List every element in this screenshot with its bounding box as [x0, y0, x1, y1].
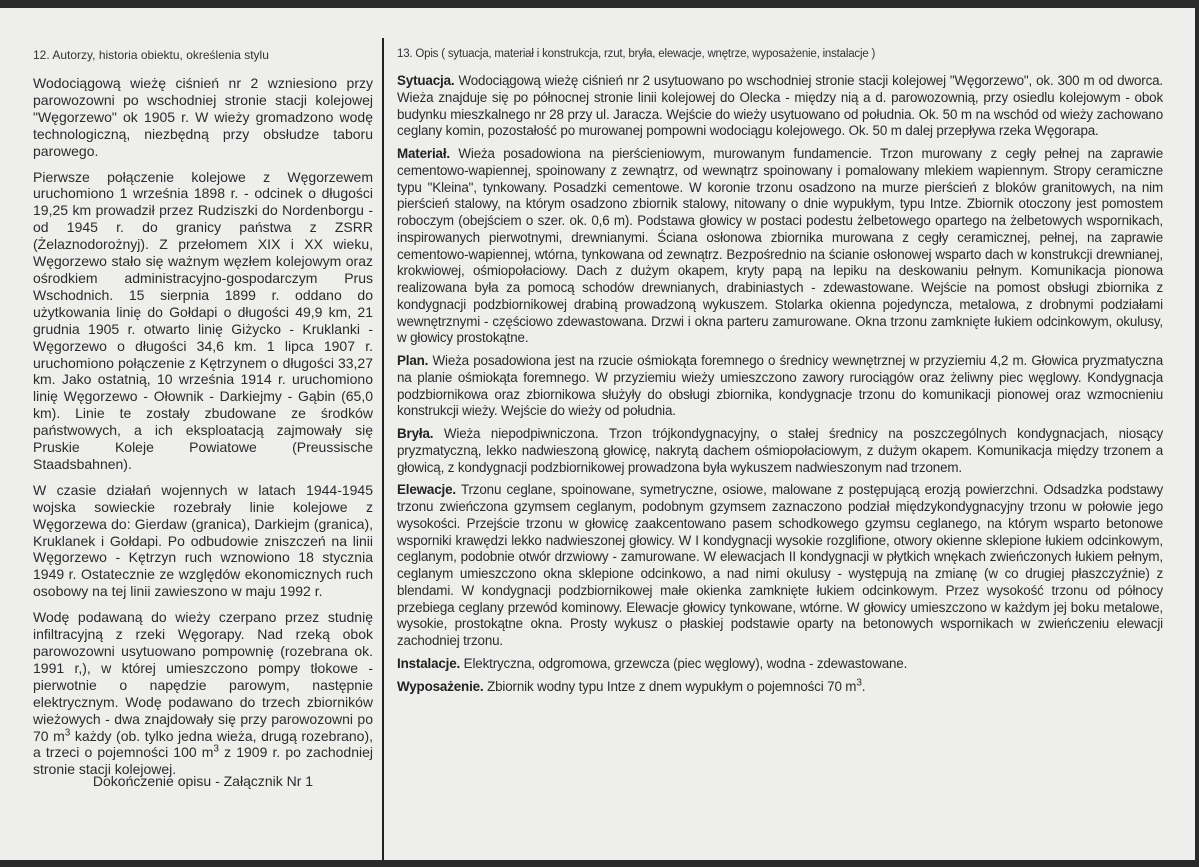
- section-equipment: [397, 679, 1163, 696]
- section-title: Wyposażenie.: [397, 678, 484, 694]
- section-situation: [397, 73, 1163, 140]
- section-plan: [397, 353, 1163, 420]
- section-elevations: [397, 482, 1163, 650]
- superscript: 3: [64, 726, 71, 738]
- section-title: Materiał.: [397, 146, 450, 161]
- section-title: Sytuacja.: [397, 73, 455, 88]
- section-text: Zbiornik wodny typu Intze z dnem wypukłym o pojemności 70 m: [483, 678, 857, 694]
- section-text: Wieża posadowiona jest na rzucie ośmiokąta foremnego o średnicy wewnętrznej w przyziemiu 4,2 m. Głowica pryzmatyczna na planie ośmiokąta foremnego. W przyziemiu wieży umieszczono zawory rurociągów oraz żeliwny piec węglowy. Kondygnacja podzbiornikowa oraz zbiornikowa służyły do obsługi zbiornika, kondygnacje trzonu do komunikacji pionowej oraz wzmocnieniu konstrukcji wieży. Wejście do wieży od południa.: [397, 353, 1163, 419]
- section-text: Wodociągową wieżę ciśnień nr 2 usytuowano po wschodniej stronie stacji kolejowej "Węgorzewo", ok. 300 m od dworca. Wieża znajduje się po północnej stronie linii kolejowej do Olecka - między nią a d. parowozownią, przy osiedlu kolejowym - obok budynku mieszkalnego nr 28 przy ul. Jaracza. Wejście do wieży usytuowano od południa. Ok. 50 m na wschód od wieży zachowano ceglany komin, pozostałość po murowanej pompowni wodociągu kolejowego. Ok. 50 m dalej przepływa rzeka Węgorapa.: [397, 73, 1163, 139]
- description-section-header: 13. Opis ( sytuacja, materiał i konstrukcja, rzut, bryła, elewacje, wnętrze, wyposażenie, instalacje ): [397, 48, 876, 60]
- section-text: Trzonu ceglane, spoinowane, symetryczne, osiowe, malowane z postępującą erozją powierzchni. Odsadzka podstawy trzonu zwieńczona gzymsem ceglanym, podobnym gzymsem zaznaczono podział międzykondygnacyjny trzonu w połowie jego wysokości. Przejście trzonu w głowicę zaakcentowano pasem schodkowego gzymsu ceglanego, na którym wsparto betonowe wsporniki krawędzi lekko nadwieszonej głowicy. W I kondygnacji wysokie rozglifione, otwory okienne sklepione łukiem odcinkowym, ceglanym, podobnie otwór drzwiowy - zamurowane. W elewacjach II kondygnacji w płytkich wnękach zwieńczonych łukiem pełnym, ceglanym umieszczono okna sklepione odcinkowo, a nad nimi okulusy - występują na zmianę (w co drugiej płaszczyźnie) z blendami. W kondygnacji podzbiornikowej małe okienka zamknięte łukiem odcinkowym. Przez wysokość trzonu od północy przebiega ceglany przewód kominowy. Elewacje głowicy tynkowane, wtórne. W głowicy umieszczono w każdym jej boku metalowe, wysokie, prostokątne okna. Prosty wykusz o płaskiej podstawie oparty na betonowych wspornikach w zwieńczeniu elewacji zachodniej trzonu.: [397, 482, 1163, 648]
- superscript: 3: [856, 677, 862, 689]
- document-page: [0, 8, 1195, 860]
- section-text: Wieża posadowiona na pierścieniowym, murowanym fundamencie. Trzon murowany z cegły pełnej na zaprawie cementowo-wapiennej, spoinowany z zewnątrz, od wewnątrz spoinowany i pomalowany mlekiem wapiennym. Stropy ceramiczne typu "Kleina", tynkowany. Posadzki cementowe. W koronie trzonu osadzono na murze pierścień z bloków granitowych, na nim pierścień stalowy, na którym osadzono zbiornik stalowy, nitowany o dnie wypukłym, typu Intze. Zbiornik otoczony jest pomostem roboczym (obejściem o szer. ok. 0,6 m). Podstawa głowicy w postaci podestu żelbetowego opartego na żelbetowych wspornikach, inspirowanych pierwotnymi, drewnianymi. Ściana osłonowa zbiornika murowana z cegły ceramicznej, pełnej, na zaprawie cementowo-wapiennej, wtórna, tynkowana od zewnątrz. Bezpośrednio na ścianie osłonowej wsparto dach w konstrukcji drewnianej, krokwiowej, ośmiopołaciowy. Dach z dużym okapem, kryty papą na lepiku na deskowaniu pełnym. Komunikacja pionowa realizowana była za pomocą schodów drewnianych, drabiniastych - zdewastowane. Wejście na pomost obsługi zbiornika z kondygnacji podzbiornikowej drabiną prowadzoną wykuszem. Stolarka okienna pojedyncza, metalowa, z drobnymi podziałami wewnętrznymi - częściowo zdewastowana. Drzwi i okna parteru zamurowane. Okna trzonu zamknięte łukiem odcinkowym, okulusy, w głowicy prostokątne.: [397, 146, 1163, 346]
- section-title: Bryła.: [397, 426, 434, 441]
- section-text: Elektryczna, odgromowa, grzewcza (piec węglowy), wodna - zdewastowane.: [460, 655, 908, 671]
- history-paragraph: W czasie działań wojennych w latach 1944-1945 wojska sowieckie rozebrały linie kolejowe z Węgorzewa do: Gierdaw (granica), Darkiejm (granica), Kruklanek i Gołdapi. Po odbudowie zniszczeń na linii Węgorzewo - Kętrzyn ruch wznowiono 18 stycznia 1949 r. Ostatecznie ze względów ekonomicznych ruch osobowy na tej linii zawieszono w maju 1992 r.: [33, 481, 373, 600]
- history-column: [33, 48, 373, 787]
- text: .: [861, 678, 866, 694]
- section-title: Elewacje.: [397, 482, 456, 498]
- section-installations: [397, 656, 1163, 673]
- section-text: Wieża niepodpiwniczona. Trzon trójkondygnacyjny, o stałej średnicy na poszczególnych kondygnacjach, niosący pryzmatyczną, lekko nadwieszoną głowicę, nakrytą dachem ośmiopołaciowym, z dużym okapem. Komunikacja między trzonem a głowicą, z kondygnacji podzbiornikowej prowadzona była wykuszem nadwieszonym nad trzonem.: [397, 426, 1163, 475]
- text: każdy (ob. tylko jedna wieża, drugą rozebrano), a trzeci o pojemności 100 m: [33, 727, 374, 761]
- section-material: [397, 146, 1163, 347]
- section-massing: [397, 426, 1163, 476]
- history-paragraph: [33, 609, 373, 778]
- history-section-header: 12. Autorzy, historia obiektu, określenia stylu: [33, 48, 269, 62]
- history-paragraph: Pierwsze połączenie kolejowe z Węgorzewem uruchomiono 1 września 1898 r. - odcinek o długości 19,25 km prowadził przez Rudziszki do Nordenborgu - od 1945 r. do granicy państwa z ZSRR (Żelaznodorożnyj). Z przełomem XIX i XX wieku, Węgorzewo stało się ważnym węzłem kolejowym oraz ośrodkiem administracyjno-gospodarczym Prus Wschodnich. 15 sierpnia 1899 r. oddano do użytkowania linię do Gołdapi o długości 49,9 km, 21 grudnia 1905 r. otwarto linię Giżycko - Kruklanki - Węgorzewo o długości 34,6 km. 1 lipca 1907 r. uruchomiono połączenie z Kętrzynem o długości 33,27 km. Jako ostatnią, 10 września 1914 r. uruchomiono linię Węgorzewo - Ołownik - Darkiejmy - Gąbin (65,0 km). Linie te zostały zbudowane ze środków państwowych, a ich eksploatacją zajmowały się Pruskie Koleje Powiatowe (Preussische Staadsbahnen).: [33, 168, 373, 472]
- section-title: Plan.: [397, 353, 429, 368]
- column-divider: [382, 38, 384, 860]
- text: Wodę podawaną do wieży czerpano przez studnię infiltracyjną z rzeki Węgorapy. Nad rzeką obok parowozowni usytuowano pompownię (rozebrana ok. 1991 r,), w której umieszczono pompy tłokowe - pierwotnie o napędzie parowym, następnie elektrycznym. Wodę podawano do trzech zbiorników wieżowych - dwa znajdowały się przy parowozowni po 70 m: [33, 609, 373, 744]
- history-paragraph: Wodociągową wieżę ciśnień nr 2 wzniesiono przy parowozowni po wschodniej stronie stacji kolejowej "Węgorzewo" ok 1905 r. W wieży gromadzono wodę technologiczną, niezbędną przy obsłudze taboru parowego.: [33, 75, 373, 159]
- description-column: [397, 48, 1163, 701]
- section-title: Instalacje.: [397, 655, 461, 671]
- continuation-note: Dokończenie opisu - Załącznik Nr 1: [92, 773, 314, 789]
- superscript: 3: [213, 743, 219, 755]
- text: z 1909 r. po zachodniej stronie stacji kolejowej.: [33, 744, 373, 778]
